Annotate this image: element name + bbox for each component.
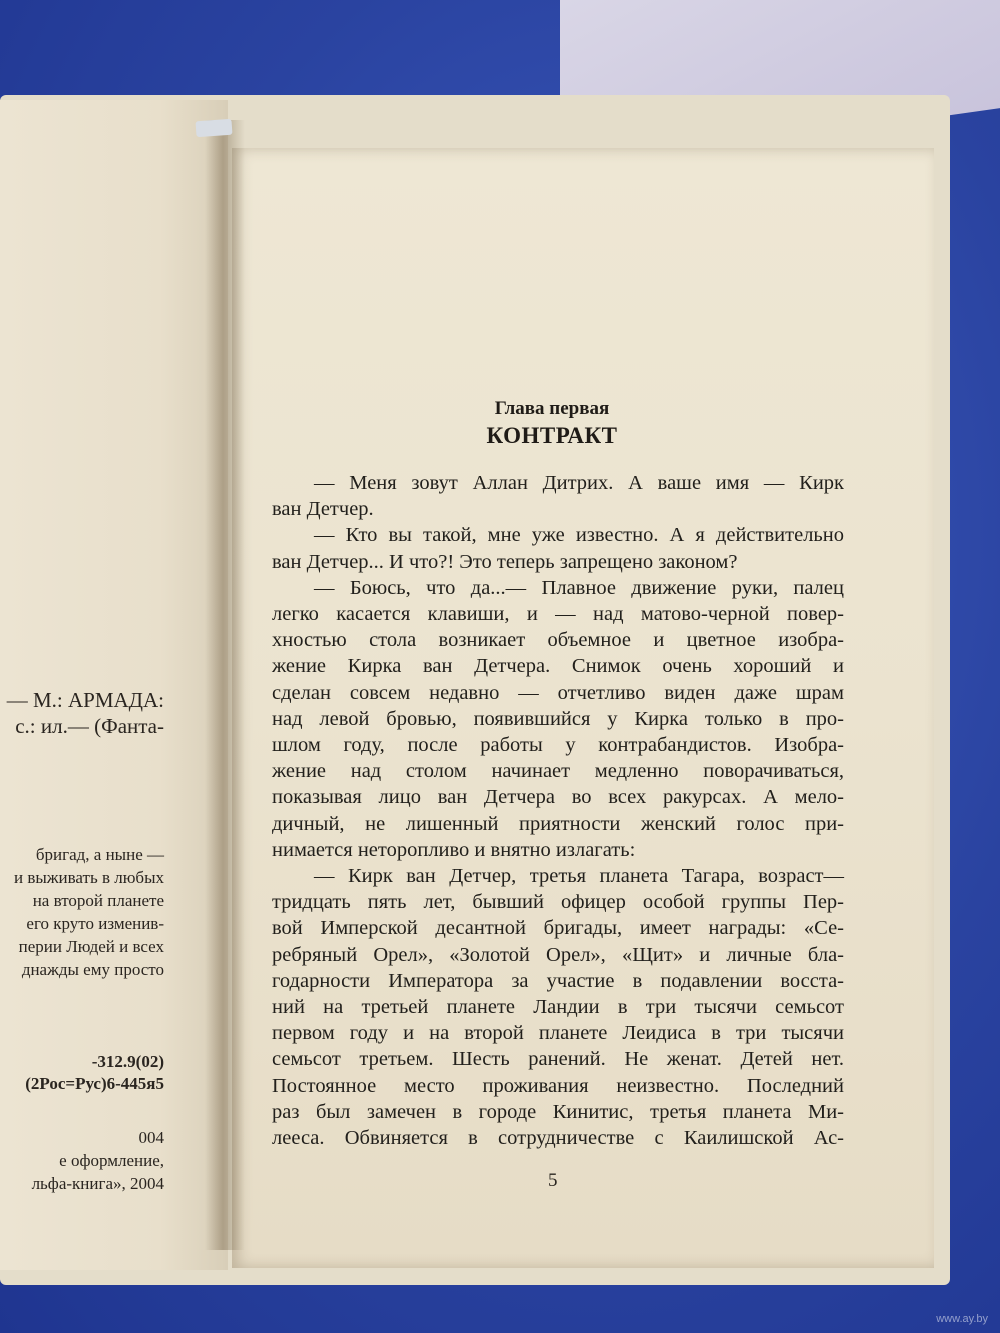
left-page-line: бригад, а ныне — — [35, 845, 164, 864]
text-line: первом году и на второй планете Леидиса в три тысячи — [272, 1022, 844, 1045]
text-line: ребряный Орел», «Золотой Орел», «Щит» и личные бла- — [272, 943, 844, 966]
left-page-line: е оформление, — [59, 1151, 164, 1170]
text-line: показывая лицо ван Детчера во всех ракурсах. А мело- — [272, 786, 844, 809]
chapter-body-text — [272, 470, 844, 1151]
text-line: — Кирк ван Детчер, третья планета Тагара, возраст— — [314, 865, 844, 888]
text-line: Постоянное место проживания неизвестно. Последний — [272, 1074, 844, 1097]
left-page-line: -312.9(02) — [91, 1052, 164, 1071]
text-line: вой Имперской десантной бригады, имеет награды: «Се- — [272, 917, 844, 940]
text-line: раз был замечен в городе Кинитис, третья планета Ми- — [272, 1100, 844, 1123]
chapter-title: КОНТРАКТ — [486, 423, 618, 448]
left-page-line: перии Людей и всех — [18, 937, 164, 956]
left-page-line: днажды ему просто — [21, 960, 164, 979]
left-page-line: 004 — [138, 1128, 164, 1147]
text-line: — Кто вы такой, мне уже известно. А я действительно — [314, 524, 844, 547]
text-line: жение Кирка ван Детчера. Снимок очень хороший и — [272, 655, 844, 678]
text-line: дичный, не лишенный приятности женский голос при- — [272, 812, 844, 835]
page-number: 5 — [548, 1170, 558, 1191]
text-line: семьсот третьем. Шесть ранений. Не женат. Детей нет. — [272, 1048, 844, 1071]
text-line: хностью стола возникает объемное и цветное изобра- — [272, 629, 844, 652]
text-line: ван Детчер... И что?! Это теперь запрещено законом? — [272, 550, 738, 573]
chapter-label: Глава первая — [494, 398, 610, 419]
text-line: тридцать пять лет, бывший офицер особой группы Пер- — [272, 891, 844, 914]
text-line: ний на третьей планете Ландии в три тысячи семьсот — [272, 996, 844, 1019]
left-page-line: с.: ил.— (Фанта- — [15, 714, 164, 738]
binding-clip — [195, 119, 232, 137]
left-page-line: его круто изменив- — [26, 914, 164, 933]
left-page-line: льфа-книга», 2004 — [31, 1174, 164, 1193]
text-line: легко касается клавиши, и — над матово-черной повер- — [272, 603, 844, 626]
text-line: шлом году, после работы у контрабандистов. Изобра- — [272, 734, 844, 757]
left-page-line: (2Рос=Рус)6-445я5 — [25, 1074, 164, 1093]
left-page-line: на второй планете — [32, 891, 164, 910]
left-page — [0, 100, 228, 1270]
text-line: сделан совсем недавно — отчетливо виден даже шрам — [272, 681, 844, 704]
text-line: — Боюсь, что да...— Плавное движение руки, палец — [314, 576, 844, 599]
text-line: над левой бровью, появившийся у Кирка только в про- — [272, 707, 844, 730]
text-line: жение над столом начинает медленно поворачиваться, — [272, 760, 844, 783]
text-line: лееса. Обвиняется в сотрудничестве с Каилишской Ас- — [272, 1127, 844, 1150]
text-line: годарности Императора за участие в подавлении восста- — [272, 969, 844, 992]
left-page-line: — М.: АРМАДА: — [6, 688, 164, 712]
text-line: ван Детчер. — [272, 498, 374, 521]
text-line: — Меня зовут Аллан Дитрих. А ваше имя — Кирк — [314, 472, 844, 494]
book-gutter-shadow — [205, 120, 245, 1250]
text-line: нимается неторопливо и внятно излагать: — [272, 838, 636, 861]
left-page-line: и выживать в любых — [13, 868, 164, 887]
watermark: www.ay.by — [936, 1313, 988, 1325]
